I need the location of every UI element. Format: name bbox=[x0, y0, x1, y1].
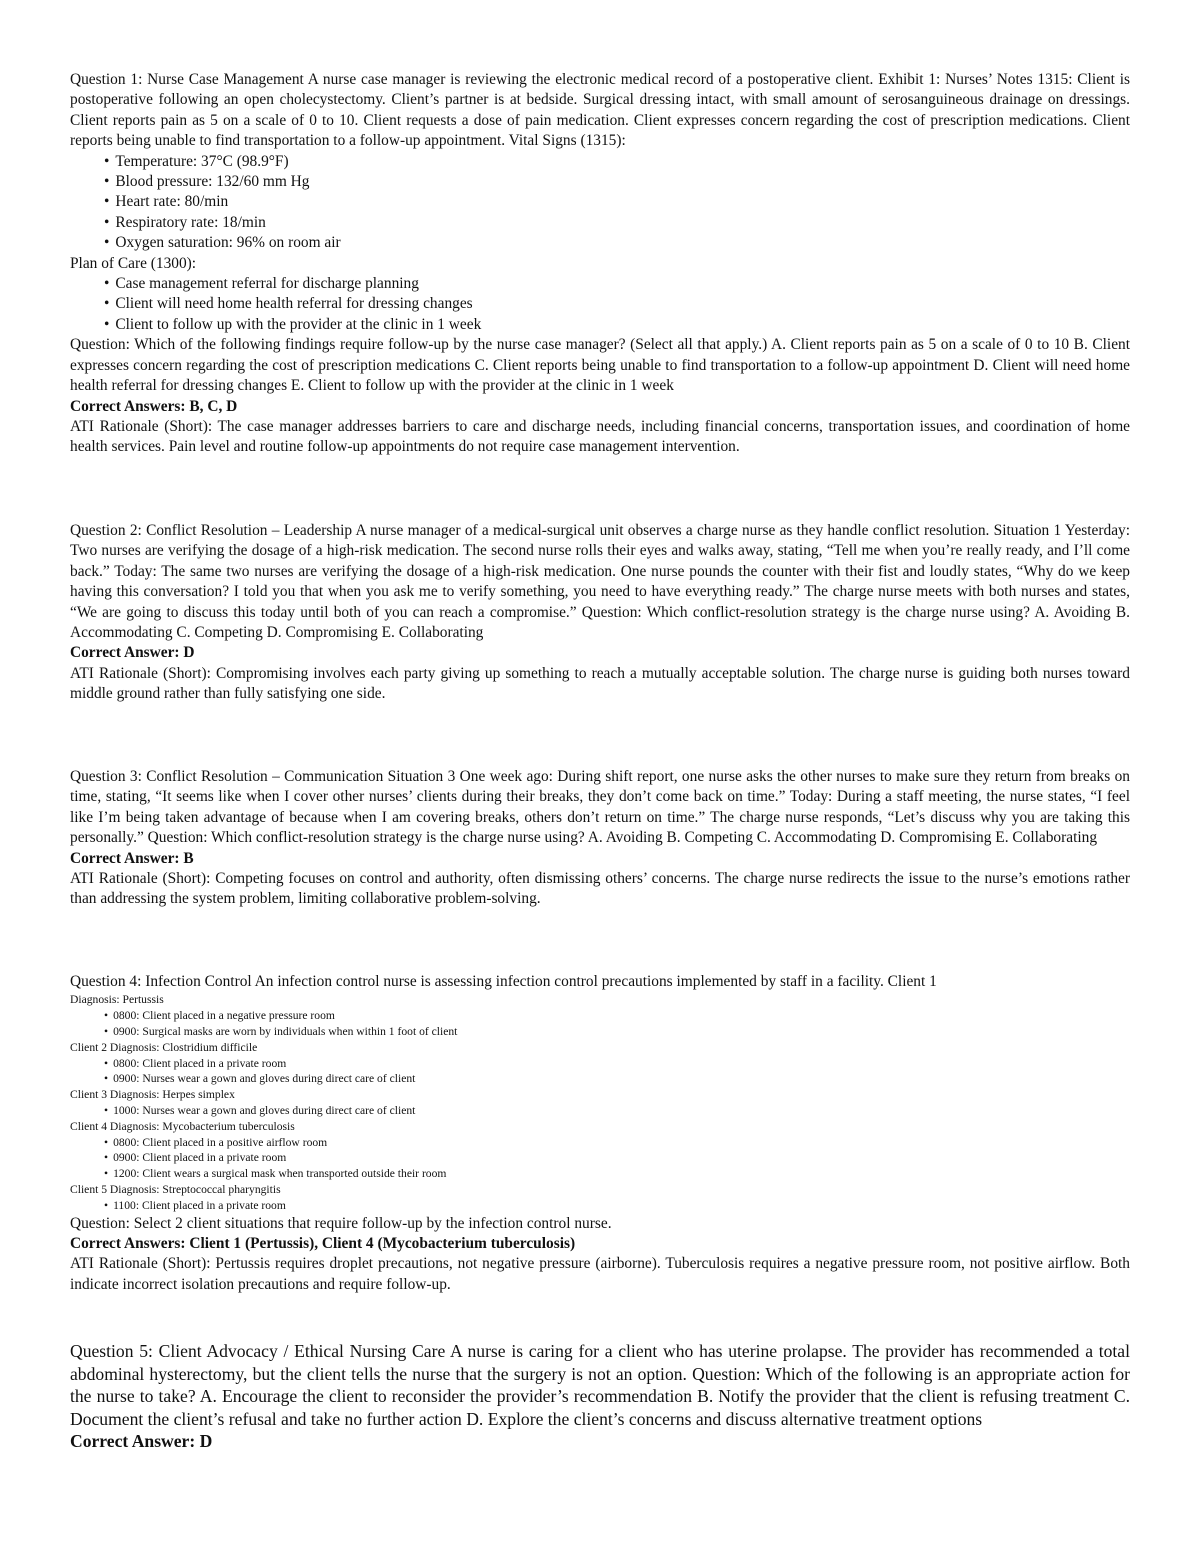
q1-plan-list bbox=[70, 274, 1130, 335]
q4-client5-list bbox=[70, 1198, 1130, 1214]
list-item: • Case management referral for discharge planning bbox=[104, 274, 1130, 294]
q4-question: Question: Select 2 client situations that require follow-up by the infection control nurse. bbox=[70, 1214, 612, 1232]
list-item: • 0800: Client placed in a negative pressure room bbox=[104, 1008, 1130, 1024]
q2-text: Question 2: Conflict Resolution – Leadership A nurse manager of a medical-surgical unit observes a charge nurse as they handle conflict resolution. Situation 1 Yesterday: Two nurses are verifying the dosage of a high-risk medication. The second nurse rolls their eyes and walks away, stating, “Tell me when you’re really ready, and I’ll come back.” Today: The same two nurses are verifying the dosage of a high-risk medication. One nurse pounds the counter with their fist and loudly states, “Why do we keep having this conversation? I told you that when you ask me to verify something, you need to have everything ready.” The charge nurse meets with both nurses and states, “We are going to discuss this today until both of you can reach a compromise.” Question: Which conflict-resolution strategy is the charge nurse using? A. Avoiding B. Accommodating C. Competing D. Compromising E. Collaborating bbox=[70, 522, 1130, 642]
q4-intro: Question 4: Infection Control An infection control nurse is assessing infection control precautions implemented by staff in a facility. Client 1 bbox=[70, 973, 937, 990]
list-item: • 0800: Client placed in a private room bbox=[104, 1056, 1130, 1072]
q1-rationale: ATI Rationale (Short): The case manager addresses barriers to care and discharge needs, including financial concerns, transportation issues, and coordination of home health services. Pain level and routine follow-up appointments do not require case management intervention. bbox=[70, 417, 1130, 456]
list-item: • Respiratory rate: 18/min bbox=[104, 213, 1130, 233]
q1-question: Question: Which of the following findings require follow-up by the nurse case manager? (Select all that apply.) A. Client reports pain as 5 on a scale of 0 to 10 B. Client expresses concern regarding the cost of prescription medications C. Client reports being unable to find transportation to a follow-up appointment D. Client will need home health referral for dressing changes E. Client to follow up with the provider at the clinic in 1 week bbox=[70, 336, 1130, 395]
q4-rationale: ATI Rationale (Short): Pertussis requires droplet precautions, not negative pressure (airborne). Tuberculosis requires a negative pressure room, not positive airflow. Both indicate incorrect isolation precautions and require follow-up. bbox=[70, 1255, 1130, 1293]
q4-client2-diagnosis: Client 2 Diagnosis: Clostridium difficile bbox=[70, 1040, 258, 1054]
q2-answer: Correct Answer: D bbox=[70, 644, 195, 662]
list-item: • 0900: Nurses wear a gown and gloves during direct care of client bbox=[104, 1071, 1130, 1087]
list-item: • Oxygen saturation: 96% on room air bbox=[104, 233, 1130, 253]
list-item: • Blood pressure: 132/60 mm Hg bbox=[104, 172, 1130, 192]
q3-text: Question 3: Conflict Resolution – Communication Situation 3 One week ago: During shift report, one nurse asks the other nurses to make sure they return from breaks on time, stating, “It seems like when I cover other nurses’ clients during their breaks, they don’t come back on time.” Today: During a staff meeting, the nurse states, “I feel like I’m being taken advantage of because when I am covering breaks, others don’t return on time.” The charge nurse responds, “Let’s discuss why you are taking this personally.” Question: Which conflict-resolution strategy is the charge nurse using? A. Avoiding B. Competing C. Accommodating D. Compromising E. Collaborating bbox=[70, 768, 1130, 847]
list-item: • 0900: Surgical masks are worn by individuals when within 1 foot of client bbox=[104, 1024, 1130, 1040]
list-item: • Client to follow up with the provider at the clinic in 1 week bbox=[104, 315, 1130, 335]
q1-answer: Correct Answers: B, C, D bbox=[70, 397, 238, 415]
list-item: • 1200: Client wears a surgical mask when transported outside their room bbox=[104, 1166, 1130, 1182]
q3-rationale: ATI Rationale (Short): Competing focuses on control and authority, often dismissing others’ concerns. The charge nurse redirects the issue to the nurse’s emotions rather than addressing the system problem, limiting collaborative problem-solving. bbox=[70, 870, 1130, 908]
q1-vitals-list bbox=[70, 152, 1130, 254]
q4-client1-diagnosis: Diagnosis: Pertussis bbox=[70, 993, 164, 1007]
q2-rationale: ATI Rationale (Short): Compromising involves each party giving up something to reach a mutually acceptable solution. The charge nurse is guiding both nurses toward middle ground rather than fully satisfying one side. bbox=[70, 664, 1130, 703]
q4-client4-list bbox=[70, 1135, 1130, 1182]
q1-intro: Question 1: Nurse Case Management A nurse case manager is reviewing the electronic medical record of a postoperative client. Exhibit 1: Nurses’ Notes 1315: Client is postoperative following an open cholecystectomy. Client’s partner is at bedside. Surgical dressing intact, with small amount of serosanguineous drainage on dressings. Client reports pain as 5 on a scale of 0 to 10. Client requests a dose of pain medication. Client expresses concern regarding the cost of prescription medications. Client reports being unable to find transportation to a follow-up appointment. Vital Signs (1315): bbox=[70, 71, 1130, 150]
list-item: • Client will need home health referral for dressing changes bbox=[104, 294, 1130, 314]
list-item: • 0800: Client placed in a positive airflow room bbox=[104, 1135, 1130, 1151]
list-item: • Temperature: 37°C (98.9°F) bbox=[104, 152, 1130, 172]
q4-client1-list bbox=[70, 1008, 1130, 1040]
list-item: • 1100: Client placed in a private room bbox=[104, 1198, 1130, 1214]
list-item: • 0900: Client placed in a private room bbox=[104, 1150, 1130, 1166]
q5-text: Question 5: Client Advocacy / Ethical Nursing Care A nurse is caring for a client who has uterine prolapse. The provider has recommended a total abdominal hysterectomy, but the client tells the nurse that the surgery is not an option. Question: Which of the following is an appropriate action for the nurse to take? A. Encourage the client to reconsider the provider’s recommendation B. Notify the provider that the client is refusing treatment C. Document the client’s refusal and take no further action D. Explore the client’s concerns and discuss alternative treatment options bbox=[70, 1341, 1130, 1429]
q4-answer: Correct Answers: Client 1 (Pertussis), Client 4 (Mycobacterium tuberculosis) bbox=[70, 1234, 576, 1252]
question-3 bbox=[70, 767, 1130, 910]
q4-client3-diagnosis: Client 3 Diagnosis: Herpes simplex bbox=[70, 1088, 235, 1102]
q4-client3-list bbox=[70, 1103, 1130, 1119]
q1-plan-heading: Plan of Care (1300): bbox=[70, 254, 197, 272]
q5-answer: Correct Answer: D bbox=[70, 1431, 213, 1452]
q3-answer: Correct Answer: B bbox=[70, 849, 194, 867]
list-item: • Heart rate: 80/min bbox=[104, 192, 1130, 212]
question-4 bbox=[70, 972, 1130, 1295]
question-2 bbox=[70, 521, 1130, 705]
list-item: • 1000: Nurses wear a gown and gloves during direct care of client bbox=[104, 1103, 1130, 1119]
q4-client5-diagnosis: Client 5 Diagnosis: Streptococcal pharyngitis bbox=[70, 1182, 281, 1196]
question-5 bbox=[70, 1340, 1130, 1453]
q4-client4-diagnosis: Client 4 Diagnosis: Mycobacterium tuberculosis bbox=[70, 1119, 295, 1133]
question-1 bbox=[70, 70, 1130, 458]
q4-client2-list bbox=[70, 1056, 1130, 1088]
